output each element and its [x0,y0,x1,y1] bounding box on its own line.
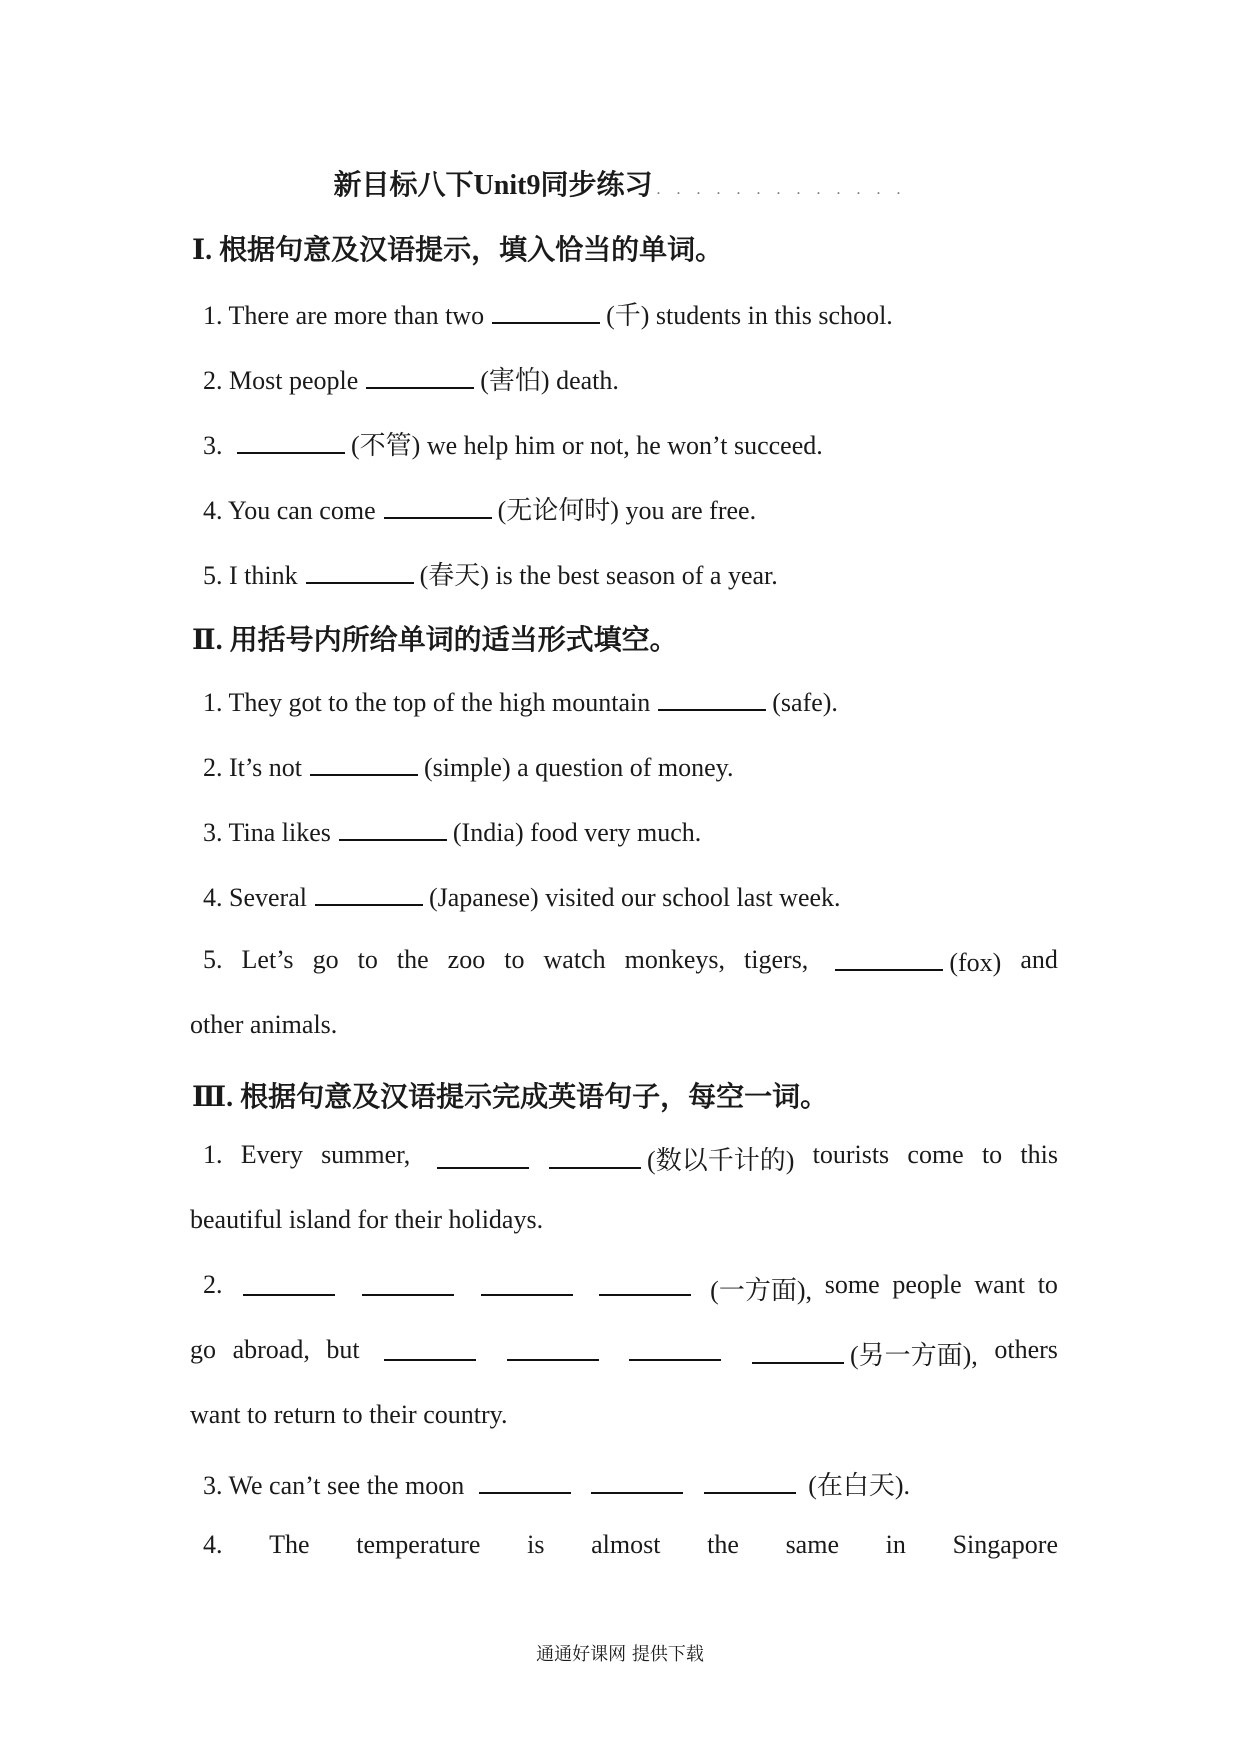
section-heading-3: Ⅲ. 根据句意及汉语提示完成英语句子，每空一词。 [192,1082,829,1113]
exercise-2-5-continuation: other animals. [190,1010,338,1039]
exercise-1-1: 1. There are more than two (千) students in this school. [203,295,893,332]
exercise-3-2-line2: go abroad, but (另一方面), others [190,1335,1058,1370]
exercise-2-3: 3. Tina likes (India) food very much. [203,815,701,848]
exercise-1-3: 3. (不管) we help him or not, he won’t succeed. [203,425,823,462]
exercise-3-1: 1. Every summer, (数以千计的) tourists come to this [203,1140,1058,1175]
answer-blank[interactable] [339,815,447,841]
answer-blank[interactable] [704,1468,796,1494]
exercise-3-4: 4. The temperature is almost the same in Singapore [203,1530,1058,1559]
answer-blank[interactable] [237,428,345,454]
answer-blank[interactable] [243,1270,335,1296]
answer-blank[interactable] [384,1335,476,1361]
exercise-2-1: 1. They got to the top of the high mountain (safe). [203,685,838,718]
section-heading-1: Ⅰ. 根据句意及汉语提示，填入恰当的单词。 [192,235,724,266]
answer-blank[interactable] [384,493,492,519]
exercise-1-2: 2. Most people (害怕) death. [203,360,619,397]
answer-blank[interactable] [366,363,474,389]
exercise-3-2: 2. (一方面), some people want to [203,1270,1058,1305]
answer-blank[interactable] [835,945,943,971]
answer-blank[interactable] [507,1335,599,1361]
answer-blank[interactable] [658,685,766,711]
answer-blank[interactable] [362,1270,454,1296]
page-title: 新目标八下Unit9同步练习 . . . . . . . . . . . . . [333,170,907,201]
answer-blank[interactable] [599,1270,691,1296]
answer-blank[interactable] [310,750,418,776]
answer-blank[interactable] [306,558,414,584]
exercise-2-4: 4. Several (Japanese) visited our school last week. [203,880,841,913]
answer-blank[interactable] [752,1338,844,1364]
exercise-2-2: 2. It’s not (simple) a question of money. [203,750,734,783]
exercise-3-3: 3. We can’t see the moon (在白天). [203,1465,910,1502]
answer-blank[interactable] [629,1335,721,1361]
answer-blank[interactable] [549,1143,641,1169]
answer-blank[interactable] [315,880,423,906]
exercise-3-2-continuation: want to return to their country. [190,1400,508,1429]
answer-blank[interactable] [479,1468,571,1494]
exercise-2-5: 5. Let’s go to the zoo to watch monkeys, tigers, (fox) and [203,945,1058,977]
exercise-3-1-continuation: beautiful island for their holidays. [190,1205,544,1234]
footer-watermark: 通通好课网 提供下载 [536,1644,704,1665]
answer-blank[interactable] [591,1468,683,1494]
section-heading-2: Ⅱ. 用括号内所给单词的适当形式填空。 [192,625,678,656]
answer-blank[interactable] [492,298,600,324]
answer-blank[interactable] [481,1270,573,1296]
exercise-1-5: 5. I think (春天) is the best season of a year. [203,555,778,592]
exercise-1-4: 4. You can come (无论何时) you are free. [203,490,756,527]
answer-blank[interactable] [437,1143,529,1169]
